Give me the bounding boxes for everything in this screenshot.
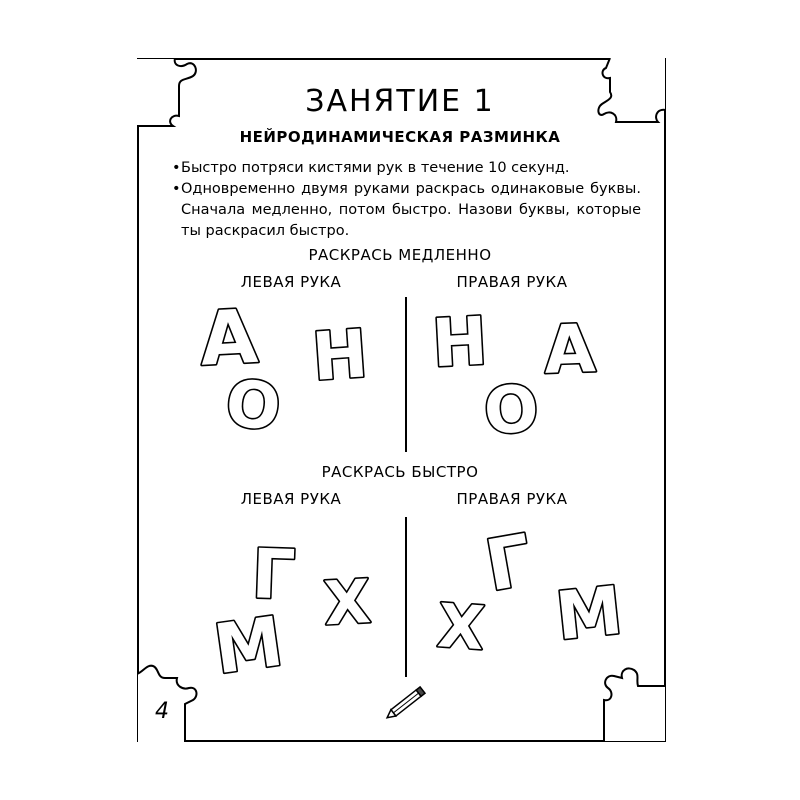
section-title-slow: РАСКРАСЬ МЕДЛЕННО [308,246,492,264]
instruction-text: Быстро потряси кистями рук в течение 10 секунд. [181,160,570,176]
coloring-letter[interactable]: Х [322,566,373,640]
coloring-letter[interactable]: Х [435,591,487,665]
coloring-letter[interactable]: М [209,602,288,691]
page-title: ЗАНЯТИЕ 1 [305,84,495,119]
instruction-text: Одновременно двумя руками раскрась одинаковые буквы. Сначала медленно, потом быстро. Назови буквы, которые ты раскрасил быстро. [181,181,641,239]
coloring-letter[interactable]: Н [309,315,371,396]
section-title-fast: РАСКРАСЬ БЫСТРО [321,463,479,481]
coloring-letter[interactable]: Г [250,535,297,616]
right-hand-label: ПРАВАЯ РУКА [456,273,568,291]
coloring-letter[interactable]: Н [430,302,490,383]
bullet-icon: • [172,181,181,197]
coloring-letter[interactable]: О [481,372,541,450]
pencil-icon [380,683,432,723]
left-hand-label: ЛЕВАЯ РУКА [240,273,342,291]
right-hand-label: ПРАВАЯ РУКА [456,490,568,508]
coloring-letter[interactable]: А [542,310,597,389]
bullet-icon: • [172,160,181,176]
page-number: 4 [155,699,169,724]
left-hand-label: ЛЕВАЯ РУКА [240,490,342,508]
coloring-letter[interactable]: О [222,366,285,446]
coloring-letter[interactable]: А [197,293,260,383]
coloring-letter[interactable]: Г [479,518,538,608]
coloring-letter[interactable]: М [552,571,626,656]
page-subtitle: НЕЙРОДИНАМИЧЕСКАЯ РАЗМИНКА [239,128,561,146]
